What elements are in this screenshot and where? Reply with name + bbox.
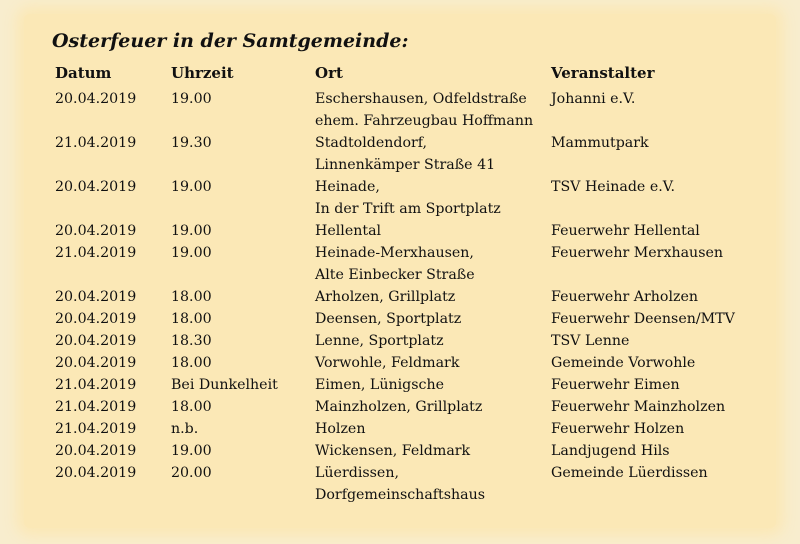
cell-veranstalter: TSV Heinade e.V.	[551, 179, 676, 195]
table-row	[0, 440, 800, 462]
ort-line-1: Heinade,	[315, 179, 380, 195]
ort-line-2: ehem. Fahrzeugbau Hoffmann	[315, 113, 534, 129]
cell-uhrzeit: 19.00	[171, 179, 212, 195]
ort-line-2: Dorfgemeinschaftshaus	[315, 487, 486, 503]
cell-veranstalter: Feuerwehr Merxhausen	[551, 245, 724, 261]
cell-ort	[315, 132, 495, 176]
ort-line-1: Heinade-Merxhausen,	[315, 245, 474, 261]
ort-line-1: Mainzholzen, Grillplatz	[315, 399, 483, 415]
table-row	[0, 242, 800, 286]
cell-uhrzeit: 19.30	[171, 135, 212, 151]
cell-ort	[315, 88, 533, 132]
cell-ort	[315, 440, 470, 462]
cell-uhrzeit: 19.00	[171, 91, 212, 107]
ort-line-1: Hellental	[315, 223, 382, 239]
cell-uhrzeit: 18.00	[171, 289, 212, 305]
cell-veranstalter: Mammutpark	[551, 135, 649, 151]
table-row	[0, 396, 800, 418]
ort-line-1: Wickensen, Feldmark	[315, 443, 471, 459]
cell-ort	[315, 462, 485, 506]
cell-ort	[315, 308, 461, 330]
cell-ort	[315, 220, 381, 242]
cell-veranstalter: Feuerwehr Deensen/MTV	[551, 311, 735, 327]
cell-datum: 20.04.2019	[55, 223, 137, 239]
cell-datum: 20.04.2019	[55, 179, 137, 195]
cell-veranstalter: Feuerwehr Hellental	[551, 223, 700, 239]
cell-uhrzeit: 20.00	[171, 465, 212, 481]
cell-uhrzeit: 19.00	[171, 443, 212, 459]
header-ort: Ort	[315, 64, 343, 82]
table-row	[0, 88, 800, 132]
table-row	[0, 176, 800, 220]
ort-line-2: Linnenkämper Straße 41	[315, 157, 496, 173]
cell-uhrzeit: 18.30	[171, 333, 212, 349]
cell-veranstalter: Feuerwehr Holzen	[551, 421, 685, 437]
cell-uhrzeit: 18.00	[171, 311, 212, 327]
cell-uhrzeit: 18.00	[171, 355, 212, 371]
cell-veranstalter: Gemeinde Lüerdissen	[551, 465, 708, 481]
ort-line-1: Eschershausen, Odfeldstraße	[315, 91, 527, 107]
page-title: Osterfeuer in der Samtgemeinde:	[52, 30, 409, 52]
cell-veranstalter: Feuerwehr Eimen	[551, 377, 680, 393]
table-row	[0, 374, 800, 396]
cell-veranstalter: Landjugend Hils	[551, 443, 670, 459]
header-datum: Datum	[55, 64, 112, 82]
event-table	[0, 88, 800, 506]
cell-datum: 20.04.2019	[55, 333, 137, 349]
cell-ort	[315, 330, 444, 352]
cell-uhrzeit: 19.00	[171, 223, 212, 239]
cell-datum: 20.04.2019	[55, 443, 137, 459]
cell-datum: 21.04.2019	[55, 421, 137, 437]
table-row	[0, 132, 800, 176]
cell-datum: 20.04.2019	[55, 289, 137, 305]
table-row	[0, 220, 800, 242]
cell-uhrzeit: 18.00	[171, 399, 212, 415]
ort-line-1: Lenne, Sportplatz	[315, 333, 444, 349]
ort-line-1: Deensen, Sportplatz	[315, 311, 462, 327]
header-veranstalter: Veranstalter	[551, 64, 655, 82]
ort-line-2: In der Trift am Sportplatz	[315, 201, 501, 217]
table-row	[0, 330, 800, 352]
table-row	[0, 418, 800, 440]
ort-line-1: Stadtoldendorf,	[315, 135, 428, 151]
table-row	[0, 286, 800, 308]
cell-datum: 20.04.2019	[55, 465, 137, 481]
table-row	[0, 352, 800, 374]
cell-ort	[315, 176, 501, 220]
cell-datum: 20.04.2019	[55, 311, 137, 327]
cell-uhrzeit: Bei Dunkelheit	[171, 377, 278, 393]
cell-ort	[315, 286, 455, 308]
ort-line-1: Vorwohle, Feldmark	[315, 355, 460, 371]
cell-datum: 21.04.2019	[55, 399, 137, 415]
cell-ort	[315, 418, 365, 440]
cell-uhrzeit: n.b.	[171, 421, 199, 437]
cell-datum: 21.04.2019	[55, 135, 137, 151]
cell-veranstalter: TSV Lenne	[551, 333, 630, 349]
ort-line-1: Arholzen, Grillplatz	[315, 289, 456, 305]
cell-veranstalter: Johanni e.V.	[551, 91, 636, 107]
table-row	[0, 462, 800, 506]
cell-veranstalter: Feuerwehr Arholzen	[551, 289, 699, 305]
ort-line-1: Eimen, Lünigsche	[315, 377, 444, 393]
ort-line-1: Holzen	[315, 421, 366, 437]
cell-datum: 20.04.2019	[55, 355, 137, 371]
header-uhrzeit: Uhrzeit	[171, 64, 234, 82]
cell-ort	[315, 396, 482, 418]
cell-veranstalter: Gemeinde Vorwohle	[551, 355, 696, 371]
cell-datum: 21.04.2019	[55, 245, 137, 261]
cell-ort	[315, 352, 459, 374]
cell-ort	[315, 374, 444, 396]
cell-veranstalter: Feuerwehr Mainzholzen	[551, 399, 726, 415]
cell-ort	[315, 242, 475, 286]
ort-line-2: Alte Einbecker Straße	[315, 267, 475, 283]
cell-uhrzeit: 19.00	[171, 245, 212, 261]
table-row	[0, 308, 800, 330]
ort-line-1: Lüerdissen,	[315, 465, 399, 481]
cell-datum: 21.04.2019	[55, 377, 137, 393]
cell-datum: 20.04.2019	[55, 91, 137, 107]
